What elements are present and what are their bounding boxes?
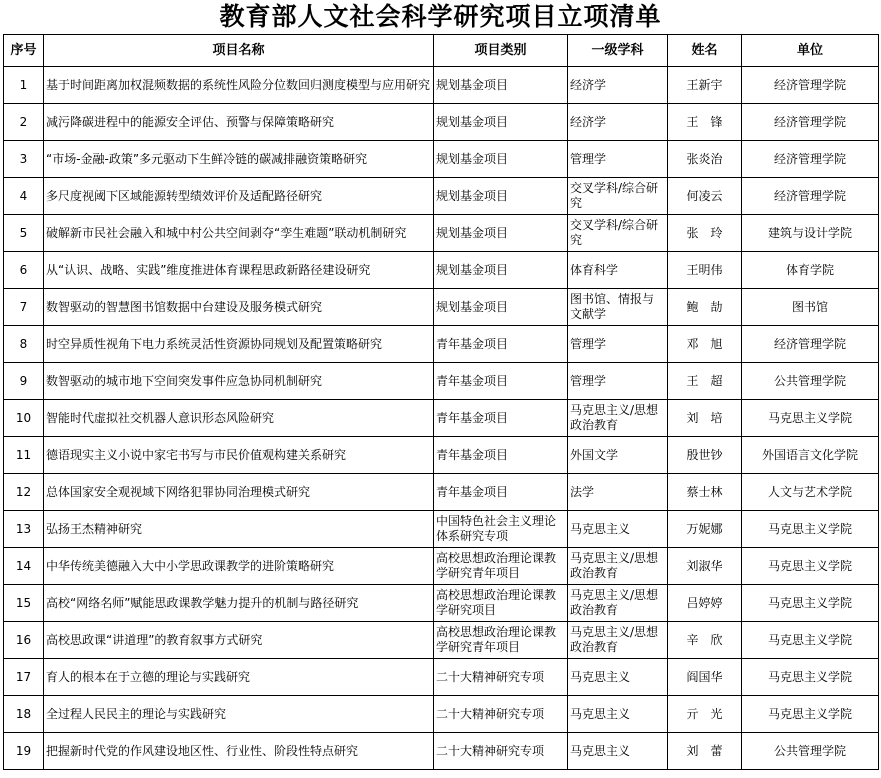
- cell-category-text: 青年基金项目: [436, 373, 509, 388]
- cell-person: [668, 474, 742, 511]
- cell-person: [668, 733, 742, 770]
- cell-person: [668, 400, 742, 437]
- cell-discipline: [568, 104, 668, 141]
- cell-no-text: 8: [19, 336, 28, 351]
- cell-person: [668, 363, 742, 400]
- cell-project-name: [44, 67, 434, 104]
- cell-person: [668, 104, 742, 141]
- cell-category-text: 青年基金项目: [436, 447, 509, 462]
- cell-person: [668, 289, 742, 326]
- cell-project-name-text: 中华传统美德融入大中小学思政课教学的进阶策略研究: [46, 558, 335, 573]
- cell-person-text: 阎国华: [686, 669, 723, 684]
- header-no: 序号: [4, 35, 44, 67]
- cell-no-text: 3: [19, 151, 28, 166]
- cell-person-text: 王 锋: [686, 114, 723, 129]
- header-name: 项目名称: [44, 35, 434, 67]
- table-row: [4, 400, 879, 437]
- cell-no-text: 11: [15, 447, 32, 462]
- cell-category: [434, 622, 568, 659]
- cell-person: [668, 178, 742, 215]
- cell-category: [434, 289, 568, 326]
- cell-no-text: 4: [19, 188, 28, 203]
- header-person: 姓名: [668, 35, 742, 67]
- cell-discipline-text: 经济学: [570, 77, 607, 92]
- cell-project-name: [44, 733, 434, 770]
- cell-no-text: 6: [19, 262, 28, 277]
- cell-person-text: 何凌云: [686, 188, 723, 203]
- table-row: [4, 511, 879, 548]
- cell-category: [434, 696, 568, 733]
- cell-unit-text: 马克思主义学院: [767, 632, 852, 647]
- cell-discipline-text: 交叉学科/综合研究: [570, 181, 659, 210]
- cell-category-text: 规划基金项目: [436, 188, 509, 203]
- table-row: [4, 474, 879, 511]
- cell-no: [4, 659, 44, 696]
- cell-project-name: [44, 437, 434, 474]
- cell-no: [4, 67, 44, 104]
- cell-no: [4, 289, 44, 326]
- cell-discipline-text: 马克思主义: [570, 521, 631, 536]
- cell-discipline: [568, 67, 668, 104]
- cell-person-text: 辛 欣: [686, 632, 723, 647]
- cell-unit: [742, 363, 879, 400]
- cell-person-text: 王新宇: [686, 77, 723, 92]
- cell-no: [4, 733, 44, 770]
- cell-unit: [742, 511, 879, 548]
- cell-discipline: [568, 511, 668, 548]
- cell-discipline: [568, 252, 668, 289]
- cell-no: [4, 215, 44, 252]
- cell-unit-text: 经济管理学院: [773, 188, 846, 203]
- cell-project-name: [44, 252, 434, 289]
- cell-discipline-text: 体育科学: [570, 262, 619, 277]
- table-row: [4, 696, 879, 733]
- cell-no: [4, 511, 44, 548]
- cell-project-name: [44, 585, 434, 622]
- cell-discipline: [568, 215, 668, 252]
- cell-project-name-text: 从“认识、战略、实践”维度推进体育课程思政新路径建设研究: [46, 262, 371, 277]
- cell-category: [434, 141, 568, 178]
- cell-person: [668, 659, 742, 696]
- cell-discipline: [568, 585, 668, 622]
- cell-category-text: 青年基金项目: [436, 484, 509, 499]
- cell-project-name-text: “市场-金融-政策”多元驱动下生鲜冷链的碳减排融资策略研究: [46, 151, 368, 166]
- cell-discipline-text: 马克思主义/思想政治教育: [570, 625, 659, 654]
- cell-person-text: 王 超: [686, 373, 723, 388]
- cell-no: [4, 252, 44, 289]
- cell-unit-text: 马克思主义学院: [767, 521, 852, 536]
- cell-person-text: 万妮娜: [686, 521, 723, 536]
- cell-category: [434, 585, 568, 622]
- cell-no: [4, 474, 44, 511]
- cell-no: [4, 141, 44, 178]
- cell-unit: [742, 67, 879, 104]
- cell-person-text: 王明伟: [686, 262, 723, 277]
- cell-discipline-text: 外国文学: [570, 447, 619, 462]
- cell-person: [668, 215, 742, 252]
- cell-category-text: 高校思想政治理论课教学研究项目: [436, 588, 557, 617]
- cell-discipline-text: 马克思主义/思想政治教育: [570, 403, 659, 432]
- cell-project-name: [44, 511, 434, 548]
- cell-category-text: 规划基金项目: [436, 151, 509, 166]
- cell-category-text: 中国特色社会主义理论体系研究专项: [436, 514, 557, 543]
- cell-project-name: [44, 548, 434, 585]
- cell-project-name: [44, 659, 434, 696]
- cell-project-name-text: 把握新时代党的作风建设地区性、行业性、阶段性特点研究: [46, 743, 359, 758]
- cell-category: [434, 326, 568, 363]
- cell-no-text: 18: [15, 706, 32, 721]
- cell-category: [434, 215, 568, 252]
- cell-unit: [742, 104, 879, 141]
- table-row: [4, 585, 879, 622]
- cell-no-text: 12: [15, 484, 32, 499]
- cell-no-text: 9: [19, 373, 28, 388]
- cell-unit: [742, 733, 879, 770]
- cell-person-text: 张炎治: [686, 151, 723, 166]
- cell-person-text: 刘 培: [686, 410, 723, 425]
- cell-person: [668, 511, 742, 548]
- cell-discipline: [568, 141, 668, 178]
- cell-unit-text: 体育学院: [785, 262, 834, 277]
- cell-discipline: [568, 696, 668, 733]
- cell-project-name-text: 德语现实主义小说中家宅书写与市民价值观构建关系研究: [46, 447, 347, 462]
- cell-project-name-text: 数智驱动的城市地下空间突发事件应急协同机制研究: [46, 373, 323, 388]
- cell-person: [668, 326, 742, 363]
- cell-person: [668, 696, 742, 733]
- cell-person-text: 亓 光: [686, 706, 723, 721]
- cell-no: [4, 363, 44, 400]
- cell-no-text: 16: [15, 632, 32, 647]
- cell-unit-text: 图书馆: [791, 299, 828, 314]
- cell-no: [4, 696, 44, 733]
- cell-project-name-text: 多尺度视阈下区域能源转型绩效评价及适配路径研究: [46, 188, 323, 203]
- cell-unit: [742, 289, 879, 326]
- cell-person-text: 张 玲: [686, 225, 723, 240]
- cell-discipline: [568, 659, 668, 696]
- cell-project-name: [44, 289, 434, 326]
- cell-unit: [742, 585, 879, 622]
- cell-discipline-text: 交叉学科/综合研究: [570, 218, 659, 247]
- cell-discipline: [568, 733, 668, 770]
- cell-discipline-text: 马克思主义: [570, 743, 631, 758]
- cell-unit-text: 马克思主义学院: [767, 558, 852, 573]
- cell-project-name: [44, 178, 434, 215]
- cell-category-text: 规划基金项目: [436, 262, 509, 277]
- cell-category: [434, 67, 568, 104]
- header-unit: 单位: [742, 35, 879, 67]
- cell-no: [4, 178, 44, 215]
- cell-project-name-text: 破解新市民社会融入和城中村公共空间剥夺“孪生难题”联动机制研究: [46, 225, 407, 240]
- cell-category-text: 二十大精神研究专项: [436, 706, 545, 721]
- cell-category: [434, 511, 568, 548]
- cell-no: [4, 400, 44, 437]
- table-row: [4, 252, 879, 289]
- table-row: [4, 659, 879, 696]
- cell-project-name: [44, 104, 434, 141]
- cell-no-text: 7: [19, 299, 28, 314]
- table-row: [4, 215, 879, 252]
- cell-discipline: [568, 437, 668, 474]
- cell-category: [434, 733, 568, 770]
- table-row: [4, 363, 879, 400]
- cell-no-text: 1: [19, 77, 28, 92]
- cell-person: [668, 252, 742, 289]
- cell-category-text: 二十大精神研究专项: [436, 743, 545, 758]
- cell-project-name-text: 弘扬王杰精神研究: [46, 521, 143, 536]
- cell-unit: [742, 178, 879, 215]
- cell-person-text: 刘淑华: [686, 558, 723, 573]
- cell-discipline-text: 马克思主义: [570, 706, 631, 721]
- cell-no: [4, 622, 44, 659]
- cell-no-text: 13: [15, 521, 32, 536]
- cell-unit: [742, 696, 879, 733]
- cell-discipline: [568, 622, 668, 659]
- cell-person-text: 蔡士林: [686, 484, 723, 499]
- cell-no: [4, 437, 44, 474]
- cell-category-text: 青年基金项目: [436, 410, 509, 425]
- table-row: [4, 104, 879, 141]
- cell-person-text: 鲍 劼: [686, 299, 723, 314]
- cell-discipline: [568, 400, 668, 437]
- cell-unit: [742, 326, 879, 363]
- cell-discipline-text: 图书馆、情报与文献学: [570, 292, 655, 321]
- cell-project-name: [44, 696, 434, 733]
- page-title: 教育部人文社会科学研究项目立项清单: [219, 2, 662, 31]
- cell-unit-text: 公共管理学院: [773, 743, 846, 758]
- cell-person: [668, 585, 742, 622]
- cell-category: [434, 548, 568, 585]
- cell-category: [434, 104, 568, 141]
- cell-project-name-text: 基于时间距离加权混频数据的系统性风险分位数回归测度模型与应用研究: [46, 77, 431, 92]
- cell-category: [434, 178, 568, 215]
- cell-person-text: 吕婷婷: [686, 595, 723, 610]
- cell-discipline-text: 管理学: [570, 336, 607, 351]
- cell-no-text: 17: [15, 669, 32, 684]
- cell-discipline-text: 马克思主义/思想政治教育: [570, 551, 659, 580]
- cell-project-name: [44, 622, 434, 659]
- cell-unit-text: 人文与艺术学院: [767, 484, 852, 499]
- header-discipline: 一级学科: [568, 35, 668, 67]
- cell-no-text: 14: [15, 558, 32, 573]
- cell-discipline: [568, 363, 668, 400]
- cell-no-text: 5: [19, 225, 28, 240]
- cell-project-name: [44, 474, 434, 511]
- table-body: [4, 67, 879, 770]
- cell-no-text: 2: [19, 114, 28, 129]
- cell-project-name: [44, 141, 434, 178]
- table-row: [4, 289, 879, 326]
- cell-unit-text: 马克思主义学院: [767, 706, 852, 721]
- cell-discipline-text: 管理学: [570, 151, 607, 166]
- cell-person: [668, 141, 742, 178]
- cell-category: [434, 659, 568, 696]
- cell-project-name: [44, 400, 434, 437]
- cell-category-text: 规划基金项目: [436, 299, 509, 314]
- cell-unit: [742, 215, 879, 252]
- cell-no: [4, 585, 44, 622]
- cell-discipline: [568, 178, 668, 215]
- table-row: [4, 178, 879, 215]
- cell-project-name-text: 智能时代虚拟社交机器人意识形态风险研究: [46, 410, 275, 425]
- table-row: [4, 733, 879, 770]
- cell-unit-text: 马克思主义学院: [767, 595, 852, 610]
- cell-unit: [742, 141, 879, 178]
- cell-discipline-text: 管理学: [570, 373, 607, 388]
- cell-unit-text: 经济管理学院: [773, 151, 846, 166]
- table-row: [4, 622, 879, 659]
- cell-person-text: 刘 蕾: [686, 743, 723, 758]
- cell-unit: [742, 548, 879, 585]
- cell-category-text: 规划基金项目: [436, 77, 509, 92]
- cell-no: [4, 548, 44, 585]
- cell-person-text: 殷世钞: [686, 447, 723, 462]
- cell-discipline-text: 法学: [570, 484, 595, 499]
- cell-unit-text: 马克思主义学院: [767, 410, 852, 425]
- cell-project-name-text: 数智驱动的智慧图书馆数据中台建设及服务模式研究: [46, 299, 323, 314]
- cell-no: [4, 326, 44, 363]
- cell-project-name-text: 育人的根本在于立德的理论与实践研究: [46, 669, 251, 684]
- table-row: [4, 548, 879, 585]
- table-row: [4, 67, 879, 104]
- cell-no-text: 10: [15, 410, 32, 425]
- cell-person: [668, 622, 742, 659]
- cell-discipline: [568, 474, 668, 511]
- header-row: [4, 35, 879, 67]
- cell-project-name-text: 全过程人民民主的理论与实践研究: [46, 706, 227, 721]
- cell-category-text: 规划基金项目: [436, 114, 509, 129]
- cell-project-name-text: 时空异质性视角下电力系统灵活性资源协同规划及配置策略研究: [46, 336, 383, 351]
- cell-unit: [742, 437, 879, 474]
- cell-discipline-text: 马克思主义/思想政治教育: [570, 588, 659, 617]
- cell-category: [434, 474, 568, 511]
- cell-unit-text: 马克思主义学院: [767, 669, 852, 684]
- cell-project-name: [44, 215, 434, 252]
- cell-category: [434, 363, 568, 400]
- cell-category-text: 高校思想政治理论课教学研究青年项目: [436, 551, 557, 580]
- cell-category: [434, 437, 568, 474]
- cell-project-name-text: 减污降碳进程中的能源安全评估、预警与保障策略研究: [46, 114, 335, 129]
- cell-no: [4, 104, 44, 141]
- table-row: [4, 326, 879, 363]
- cell-unit: [742, 474, 879, 511]
- cell-category: [434, 400, 568, 437]
- cell-person: [668, 67, 742, 104]
- cell-project-name: [44, 363, 434, 400]
- table-row: [4, 437, 879, 474]
- cell-project-name-text: 高校“网络名师”赋能思政课教学魅力提升的机制与路径研究: [46, 595, 359, 610]
- cell-no-text: 15: [15, 595, 32, 610]
- cell-unit-text: 经济管理学院: [773, 336, 846, 351]
- header-category: 项目类别: [434, 35, 568, 67]
- cell-project-name: [44, 326, 434, 363]
- table-row: [4, 141, 879, 178]
- cell-category: [434, 252, 568, 289]
- cell-unit: [742, 252, 879, 289]
- cell-category-text: 规划基金项目: [436, 225, 509, 240]
- cell-discipline: [568, 548, 668, 585]
- cell-unit: [742, 659, 879, 696]
- project-table: [3, 34, 879, 770]
- cell-unit-text: 外国语言文化学院: [761, 447, 858, 462]
- cell-unit-text: 建筑与设计学院: [767, 225, 852, 240]
- cell-no-text: 19: [15, 743, 32, 758]
- cell-unit: [742, 400, 879, 437]
- cell-person: [668, 548, 742, 585]
- cell-person-text: 邓 旭: [686, 336, 723, 351]
- cell-unit-text: 经济管理学院: [773, 114, 846, 129]
- cell-person: [668, 437, 742, 474]
- cell-unit-text: 经济管理学院: [773, 77, 846, 92]
- cell-unit-text: 公共管理学院: [773, 373, 846, 388]
- cell-category-text: 高校思想政治理论课教学研究青年项目: [436, 625, 557, 654]
- cell-discipline: [568, 289, 668, 326]
- cell-category-text: 二十大精神研究专项: [436, 669, 545, 684]
- cell-project-name-text: 高校思政课“讲道理”的教育叙事方式研究: [46, 632, 263, 647]
- cell-project-name-text: 总体国家安全观视域下网络犯罪协同治理模式研究: [46, 484, 311, 499]
- cell-discipline-text: 经济学: [570, 114, 607, 129]
- cell-unit: [742, 622, 879, 659]
- cell-discipline: [568, 326, 668, 363]
- cell-category-text: 青年基金项目: [436, 336, 509, 351]
- cell-discipline-text: 马克思主义: [570, 669, 631, 684]
